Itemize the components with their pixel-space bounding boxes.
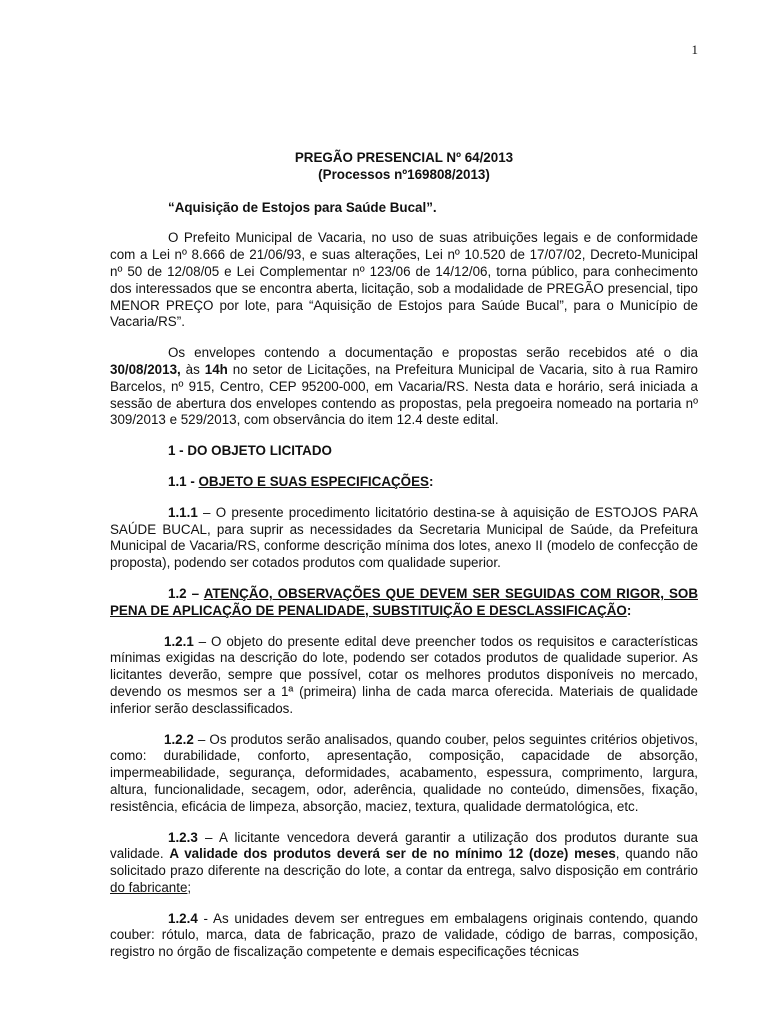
document-body: [110, 150, 698, 961]
opening-hour: 14h: [204, 361, 228, 377]
opening-date: 30/08/2013,: [110, 361, 181, 377]
envelopes-paragraph: Os envelopes contendo a documentação e propostas serão recebidos até o dia 30/08/2013, às 14h no setor de Licitações, na Prefeitura Municipal de Vacaria, sito à rua Ramiro Barcelos, nº 915, Centro, CEP 95200-000, em Vacaria/RS. Nesta data e horário, será iniciada a sessão de abertura dos envelopes contendo as propostas, pela pregoeira nomeado na portaria nº 309/2013 e 529/2013, com observância do item 12.4 deste edital.: [110, 345, 698, 428]
intro-paragraph: O Prefeito Municipal de Vacaria, no uso de suas atribuições legais e de conformidade com a Lei nº 8.666 de 21/06/93, e suas alterações, Lei nº 10.520 de 17/07/02, Decreto-Municipal nº 50 de 12/08/05 e Lei Complementar nº 123/06 de 14/12/06, torna público, para conhecimento dos interessados que se encontra aberta, licitação, sob a modalidade de PREGÃO presencial, tipo MENOR PREÇO por lote, para “Aquisição de Estojos para Saúde Bucal”, para o Município de Vacaria/RS”.: [110, 230, 698, 330]
item-1-2-1: 1.2.1 – O objeto do presente edital deve preencher todos os requisitos e características mínimas exigidas na descrição do lote, podendo ser cotados produtos de qualidade superior. As licitantes deverão, sempre que possível, cotar os melhores produtos disponíveis no mercado, devendo os mesmos ser a 1ª (primeira) linha de cada marca oferecida. Materiais de qualidade inferior serão desclassificados.: [110, 633, 698, 716]
document-subtitle: (Processos nº169808/2013): [318, 166, 490, 182]
section-heading-1: 1 - DO OBJETO LICITADO: [168, 443, 332, 459]
page-number: 1: [691, 42, 698, 57]
item-1-2-3: 1.2.3 – A licitante vencedora deverá garantir a utilização dos produtos durante sua validade. A validade dos produtos deverá ser de no mínimo 12 (doze) meses, quando não solicitado prazo diferente na descrição do lote, a contar da entrega, salvo disposição em contrário do fabricante;: [110, 829, 698, 895]
item-1-2-4: 1.2.4 - As unidades devem ser entregues em embalagens originais contendo, quando couber: rótulo, marca, data de fabricação, prazo de validade, código de barras, composição, registro no órgão de fiscalização competente e demais especificações técnicas: [110, 910, 698, 960]
section-heading-1-1: 1.1 - OBJETO E SUAS ESPECIFICAÇÕES:: [168, 473, 434, 489]
item-1-1-1: 1.1.1 – O presente procedimento licitatório destina-se à aquisição de ESTOJOS PARA SAÚDE BUCAL, para suprir as necessidades da Secretaria Municipal de Saúde, da Prefeitura Municipal de Vacaria/RS, conforme descrição mínima dos lotes, anexo II (modelo de confecção de proposta), podendo ser cotados produtos com qualidade superior.: [110, 504, 698, 571]
item-1-2-2: 1.2.2 – Os produtos serão analisados, quando couber, pelos seguintes critérios objetivos, como: durabilidade, conforto, apresentação, composição, capacidade de absorção, impermeabilidade, segurança, deformidades, acabamento, espessura, comprimento, largura, altura, funcionalidade, secagem, odor, aderência, qualidade no conteúdo, dimensões, fixação, resistência, eficácia de limpeza, absorção, maciez, textura, qualidade dermatológica, etc.: [110, 731, 698, 814]
object-title: “Aquisição de Estojos para Saúde Bucal”.: [168, 199, 437, 215]
item-1-2: 1.2 – ATENÇÃO, OBSERVAÇÕES QUE DEVEM SER SEGUIDAS COM RIGOR, SOB PENA DE APLICAÇÃO DE PENALIDADE, SUBSTITUIÇÃO E DESCLASSIFICAÇÃO:: [110, 585, 698, 618]
document-title: PREGÃO PRESENCIAL Nº 64/2013: [294, 150, 514, 165]
